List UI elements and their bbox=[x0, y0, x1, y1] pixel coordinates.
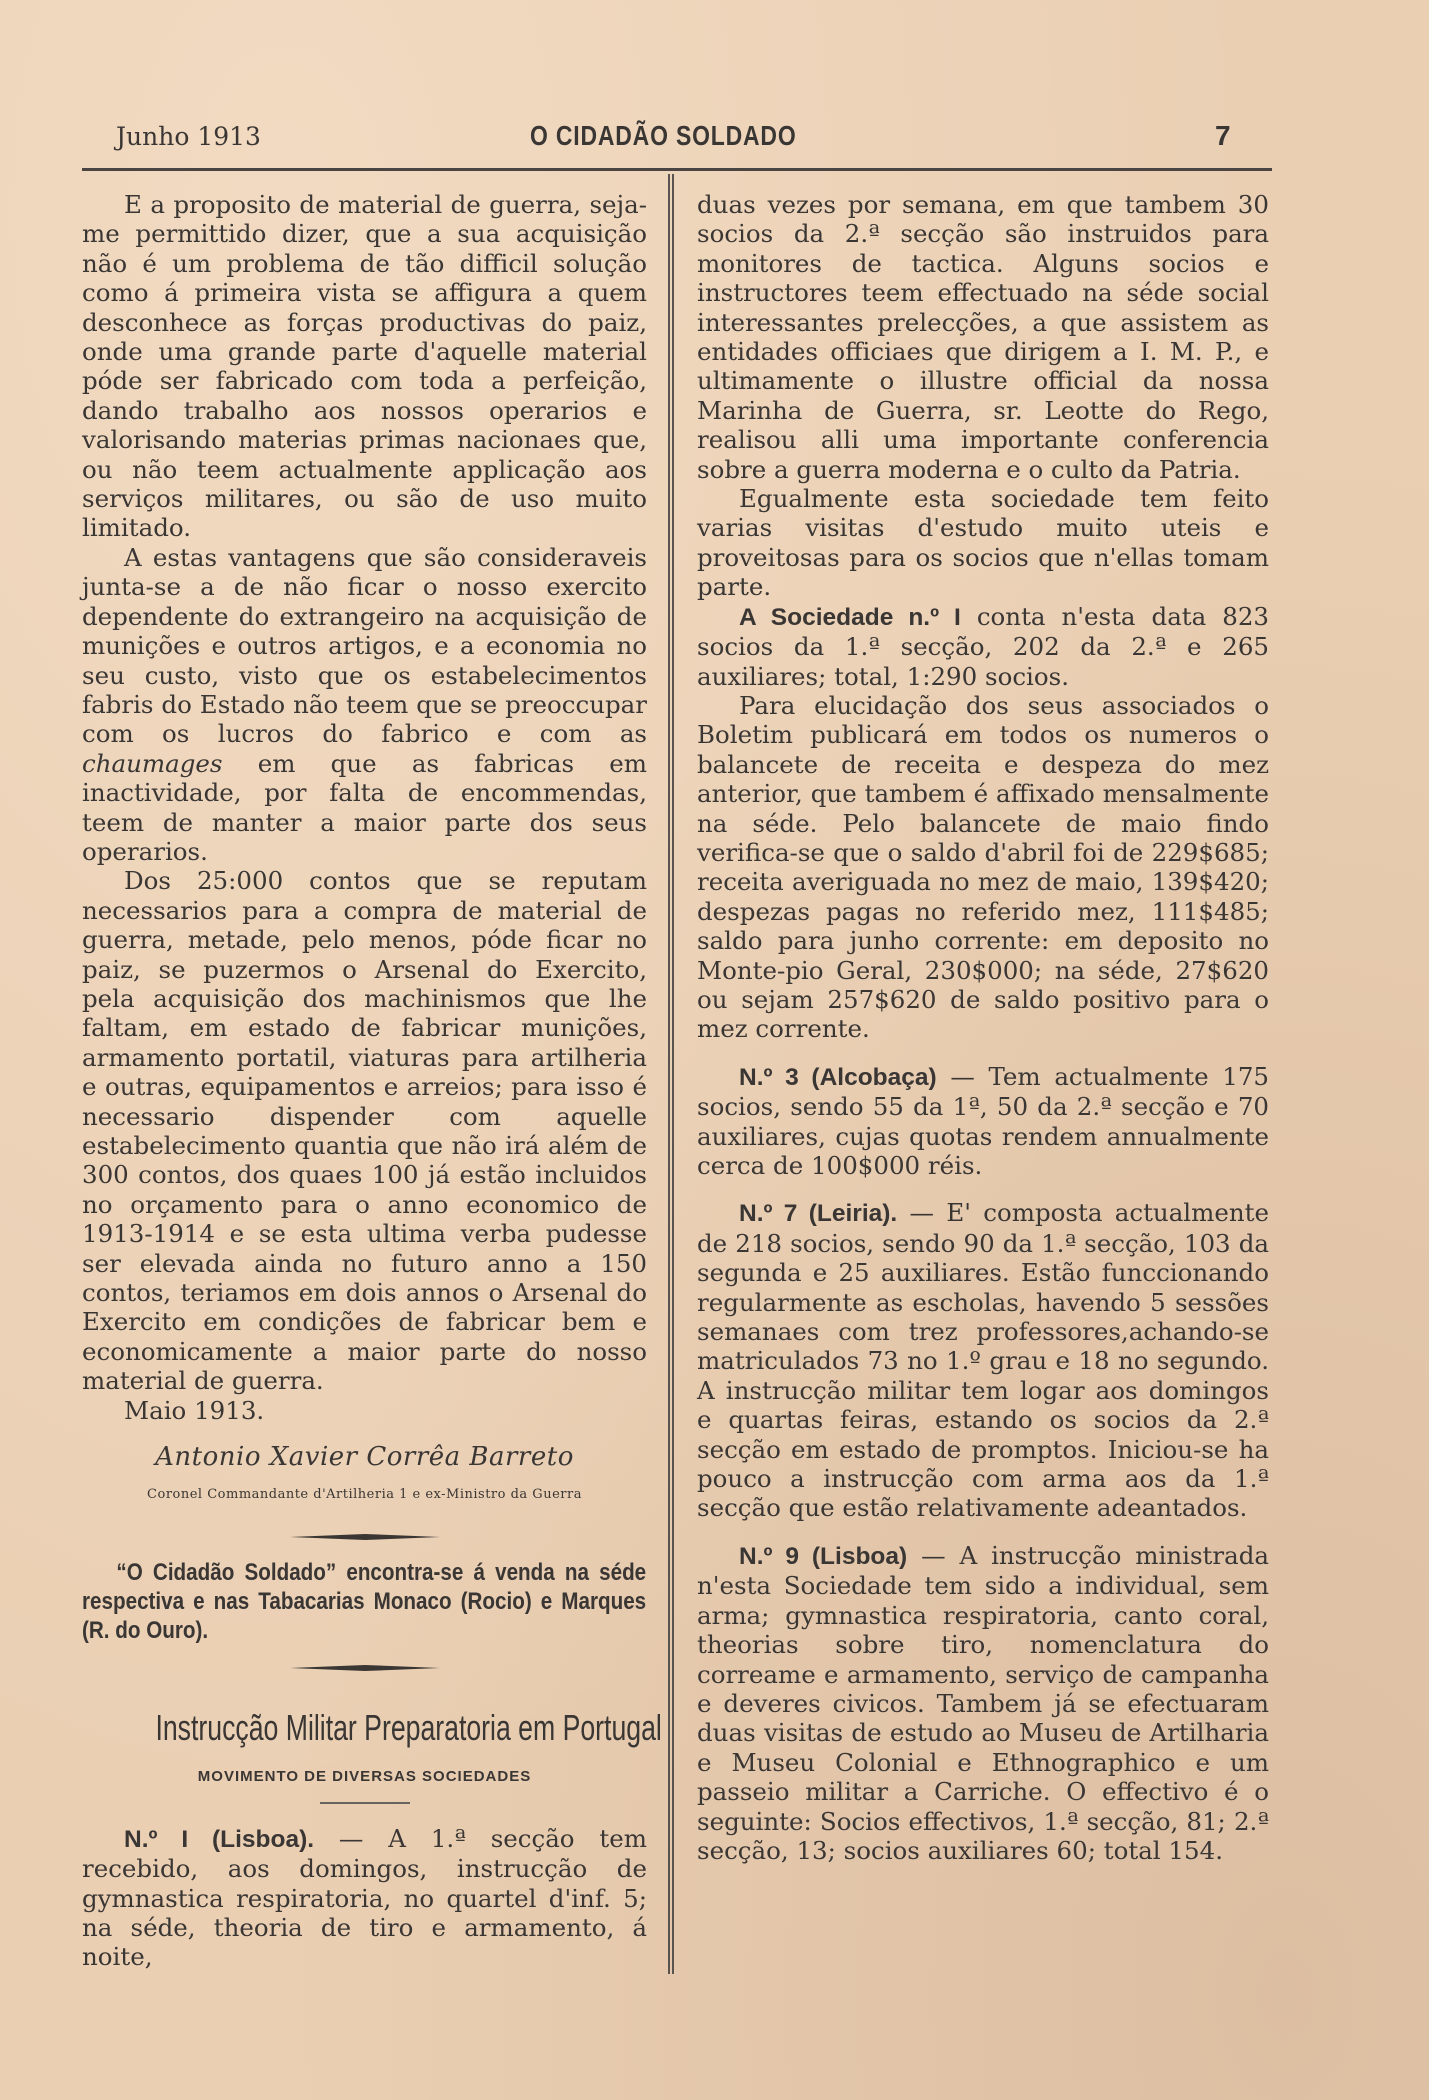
italic-word: chaumages bbox=[82, 748, 223, 778]
subtitle-rule bbox=[320, 1802, 410, 1804]
society-label: N.º 3 (Alcobaça) bbox=[739, 1063, 937, 1091]
society-label: N.º 9 (Lisboa) bbox=[739, 1542, 908, 1570]
society-entry bbox=[697, 1198, 1269, 1522]
section-title: Instrucção Militar Preparatoria em Portugal bbox=[155, 1706, 662, 1748]
header-title: O CIDADÃO SOLDADO bbox=[530, 120, 797, 151]
article-paragraph: Para elucidação dos seus associados o Boletim publicará em todos os numeros o balancete de receita e despeza do mez anterior, que tambem é affixado mensalmente na séde. Pelo balancete de maio findo verifica-se que o saldo d'abril foi de 229$685; receita averiguada no mez de maio, 139$420; despezas pagas no referido mez, 111$485; saldo para junho corrente: em deposito no Monte-pio Geral, 230$000; na séde, 27$620 ou sejam 257$620 de saldo positivo para o mez corrente. bbox=[697, 690, 1269, 1044]
article-paragraph: E a proposito de material de guerra, seja-me permittido dizer, que a sua acquisição não é um problema de tão difficil solução como á primeira vista se affigura a quem desconhece as forças productivas do paiz, onde uma grande parte d'aquelle material póde ser fabricado com toda a perfeição, dando trabalho aos nossos operarios e valorisando materias primas nacionaes que, ou não teem actualmente applicação aos serviços militares, ou são de uso muito limitado. bbox=[82, 190, 647, 543]
article-paragraph: Dos 25:000 contos que se reputam necessarios para a compra de material de guerra, metade, pelo menos, póde ficar no paiz, se puzermos o Arsenal do Exercito, pela acquisição dos machinismos que lhe faltam, em estado de fabricar munições, armamento portatil, viaturas para artilheria e outras, equipamentos e arreios; para isso é necessario dispender com aquelle estabelecimento quantia que não irá além de 300 contos, dos quaes 100 já estão incluidos no orçamento para o anno economico de 1913-1914 e se esta ultima verba pudesse ser elevada ainda no futuro anno a 150 contos, teriamos em dois annos o Arsenal do Exercito em condições de fabricar bem e economicamente a maior parte do nosso material de guerra. bbox=[82, 866, 647, 1396]
header-rule bbox=[82, 168, 1272, 171]
society-entry bbox=[697, 1062, 1269, 1181]
article-date: Maio 1913. bbox=[124, 1395, 265, 1425]
society-entry bbox=[697, 1541, 1269, 1865]
sales-notice: “O Cidadão Soldado” encontra-se á venda na séde respectiva e nas Tabacarias Monaco (Rocio) e Marques (R. do Ouro). bbox=[82, 1558, 647, 1644]
header-date: Junho 1913 bbox=[116, 122, 261, 151]
author-role: Coronel Commandante d'Artilheria 1 e ex-Ministro da Guerra bbox=[147, 1487, 582, 1503]
column-divider bbox=[672, 174, 674, 1974]
right-column bbox=[697, 190, 1269, 1865]
page-header bbox=[80, 118, 1270, 158]
ornament-divider bbox=[290, 1663, 440, 1673]
society-text: — Tem actualmente 175 socios, sendo 55 da 1ª, 50 da 2.ª secção e 70 auxiliares, cujas quotas rendem annualmente cerca de 100$000 réis. bbox=[697, 1061, 1269, 1180]
section-subtitle: MOVIMENTO DE DIVERSAS SOCIEDADES bbox=[197, 1768, 532, 1786]
society-text: — A 1.ª secção tem recebido, aos domingos, instrucção de gymnastica respiratoria, no quartel d'inf. 5; na séde, theoria de tiro e armamento, á noite, bbox=[82, 1823, 647, 1972]
society-entry bbox=[82, 1824, 647, 1972]
society-text: — A instrucção ministrada n'esta Sociedade tem sido a individual, sem arma; gymnastica respiratoria, canto coral, theorias sobre tiro, nomenclatura do correame e armamento, serviço de campanha e deveres civicos. Tambem já se efectuaram duas visitas de estudo ao Museu de Artilharia e Museu Colonial e Ethnographico e um passeio militar a Carriche. O effectivo é o seguinte: Socios effectivos, 1.ª secção, 81; 2.ª secção, 13; socios auxiliares 60; total 154. bbox=[697, 1540, 1269, 1865]
article-paragraph: Egualmente esta sociedade tem feito varias visitas d'estudo muito uteis e proveitosas para os socios que n'ellas tomam parte. bbox=[697, 484, 1269, 602]
article-paragraph bbox=[82, 543, 647, 866]
column-divider bbox=[668, 174, 670, 1974]
header-page-number: 7 bbox=[1215, 120, 1231, 151]
article-paragraph bbox=[697, 602, 1269, 691]
society-label: A Sociedade n.º I bbox=[739, 603, 961, 631]
society-label: N.º I (Lisboa). bbox=[124, 1825, 315, 1853]
society-text: — E' composta actualmente de 218 socios, sendo 90 da 1.ª secção, 103 da segunda e 25 auxiliares. Estão funccionando regularmente as escholas, havendo 5 sessões semanaes com trez professores,achando-se matriculados 73 no 1.º grau e 18 no segundo. A instrucção militar tem logar aos domingos e quartas feiras, estando os socios da 2.ª secção em estado de promptos. Iniciou-se ha pouco a instrucção com arma aos da 1.ª secção que estão relativamente adeantados. bbox=[697, 1198, 1270, 1523]
society-text: conta n'esta data 823 socios da 1.ª secção, 202 da 2.ª e 265 auxiliares; total, 1:290 socios. bbox=[697, 601, 1269, 691]
article-paragraph: duas vezes por semana, em que tambem 30 socios da 2.ª secção são instruidos para monitores de tactica. Alguns socios e instructores teem effectuado na séde social interessantes prelecções, a que assistem as entidades officiaes que dirigem a I. M. P., e ultimamente o illustre official da nossa Marinha de Guerra, sr. Leotte do Rego, realisou alli uma importante conferencia sobre a guerra moderna e o culto da Patria. bbox=[697, 190, 1269, 484]
ornament-divider bbox=[290, 1532, 440, 1542]
society-label: N.º 7 (Leiria). bbox=[739, 1200, 898, 1228]
article-paragraph-text: em que as fabricas em inactividade, por falta de encommendas, teem de manter a maior parte dos seus operarios. bbox=[82, 748, 647, 866]
left-column bbox=[82, 190, 662, 1972]
author-signature: Antonio Xavier Corrêa Barreto bbox=[155, 1442, 574, 1473]
article-paragraph-text: A estas vantagens que são consideraveis junta-se a de não ficar o nosso exercito dependente do extrangeiro na acquisição de munições e outros artigos, e a economia no seu custo, visto que os estabelecimentos fabris do Estado não teem que se preoccupar com os lucros do fabrico e com as bbox=[82, 542, 647, 749]
